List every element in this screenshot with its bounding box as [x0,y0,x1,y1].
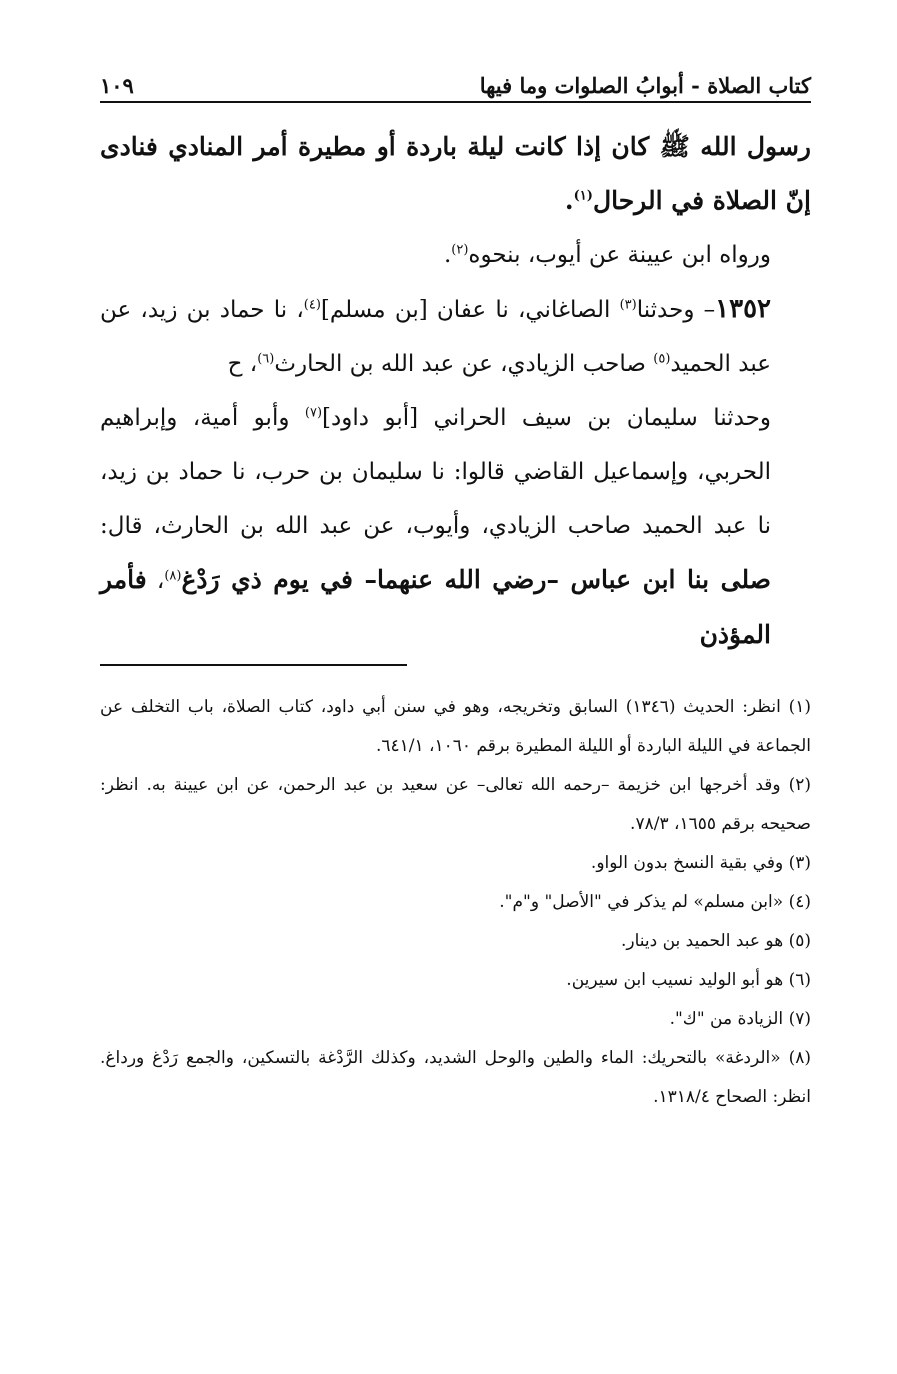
footnote-ref-1: (١) [573,188,593,204]
page-number: ١٠٩ [100,73,134,98]
footnote-text: هو عبد الحميد بن دينار. [620,931,784,951]
hadith-text-a: – وحدثنا [636,297,716,323]
footnote-1 [100,688,811,766]
footnote-2 [100,766,811,844]
paragraph-2-end: . [443,242,452,268]
footnote-mark: (٥) [788,931,811,951]
hadith-text-b: الصاغاني، نا عفان [بن مسلم] [320,297,620,323]
footnote-ref-8: (٨) [164,568,182,584]
footnote-text: انظر: الحديث (١٣٤٦) السابق وتخريجه، وهو في سنن أبي داود، كتاب الصلاة، باب التخلف عن الجماعة في الليلة الباردة أو الليلة المطيرة برقم ١٠٦٠، ٦٤١/١. [100,697,811,756]
footnote-text: «ابن مسلم» لم يذكر في "الأصل" و"م". [499,892,784,912]
footnote-text: وفي بقية النسخ بدون الواو. [590,853,784,873]
hadith-text-c: ، نا حماد بن زيد، عن عبد الحميد [100,297,771,377]
hadith-text-e: ، ح [227,351,258,377]
paragraph-4-bold-end: فأمر المؤذن [100,565,771,649]
footnote-ref-4: (٤) [303,297,321,313]
paragraph-1-text: رسول الله ﷺ كان إذا كانت ليلة باردة أو مطيرة أمر المنادي فنادى إنّ الصلاة في الرحال [100,132,811,215]
paragraph-4-text-b: وأبو أمية، وإبراهيم الحربي، وإسماعيل القاضي قالوا: نا سليمان بن حرب، نا حماد بن زيد، نا عبد الحميد صاحب الزيادي، وأيوب، عن عبد الله بن الحارث، قال: [100,405,771,539]
footnote-mark: (٦) [788,970,811,990]
footnote-ref-2: (٢) [451,242,469,258]
footnote-mark: (٨) [788,1048,811,1068]
paragraph-4-text-a: وحدثنا سليمان بن سيف الحراني [أبو داود] [322,405,771,431]
paragraph-2-text: ورواه ابن عيينة عن أيوب، بنحوه [468,242,771,268]
footnote-5 [100,922,811,961]
footnote-6 [100,961,811,1000]
footnote-ref-5: (٥) [653,351,671,367]
footnote-ref-6: (٦) [257,351,275,367]
footnote-mark: (٤) [788,892,811,912]
footnote-separator [100,664,407,666]
footnotes [100,688,811,1117]
footnote-ref-3: (٣) [619,297,637,313]
running-title: كتاب الصلاة - أبوابُ الصلوات وما فيها [479,73,811,98]
paragraph-4 [100,391,811,663]
footnote-8 [100,1039,811,1117]
footnote-3 [100,844,811,883]
paragraph-2 [100,228,811,282]
footnote-mark: (٧) [788,1009,811,1029]
footnote-4 [100,883,811,922]
footnote-text: «الردغة» بالتحريك: الماء والطين والوحل الشديد، وكذلك الرَّدْغة بالتسكين، والجمع رَدْغ ورداغ. انظر: الصحاح ١٣١٨/٤. [100,1048,811,1107]
footnote-7 [100,1000,811,1039]
footnote-mark: (١) [788,697,812,717]
paragraph-4-bold: صلى بنا ابن عباس –رضي الله عنهما– في يوم ذي رَدْغ [181,565,771,594]
footnote-text: الزيادة من "ك". [669,1009,784,1029]
hadith-1352 [100,282,811,391]
footnote-mark: (٢) [788,775,812,795]
main-text [100,120,811,663]
footnote-ref-7: (٧) [304,405,323,421]
paragraph-1 [100,120,811,228]
footnote-mark: (٣) [788,853,811,873]
hadith-number: ١٣٥٢ [715,294,772,324]
paragraph-1-end: . [564,186,574,215]
hadith-text-d: صاحب الزيادي، عن عبد الله بن الحارث [274,351,654,377]
page-header [100,66,811,100]
header-rule [100,101,811,103]
footnote-text: وقد أخرجها ابن خزيمة –رحمه الله تعالى– عن سعيد بن عبد الرحمن، عن ابن عيينة به. انظر: صحيحه برقم ١٦٥٥، ٧٨/٣. [100,775,811,834]
paragraph-4-text-c: ، [146,568,165,594]
footnote-text: هو أبو الوليد نسيب ابن سيرين. [566,970,784,990]
